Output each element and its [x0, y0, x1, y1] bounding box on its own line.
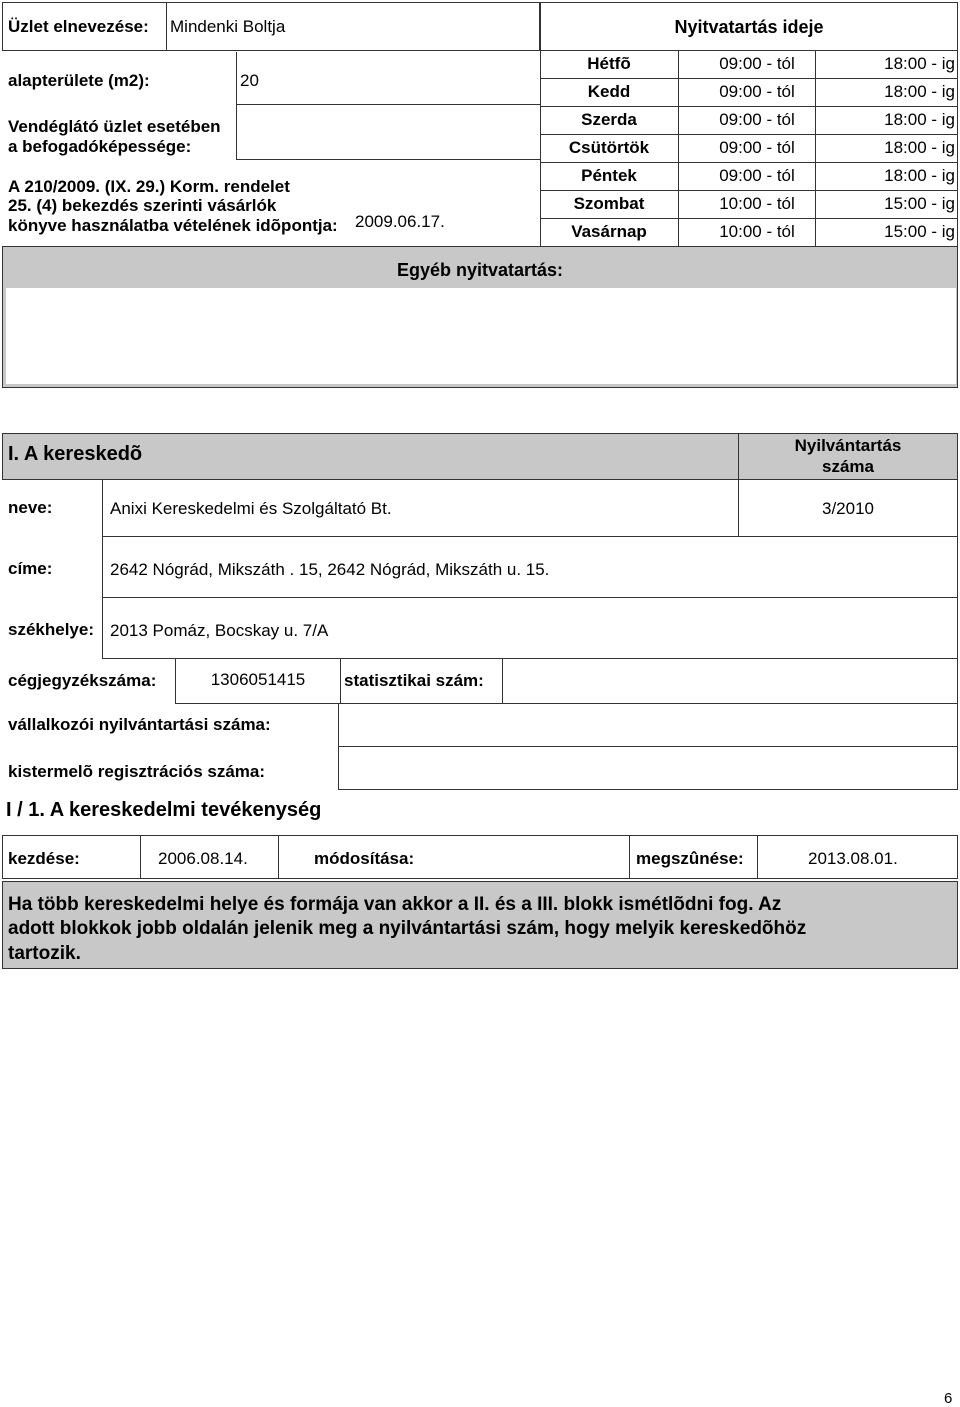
note-line-3: tartozik. [8, 943, 81, 964]
area-label: alapterülete (m2): [8, 71, 150, 90]
note-line-1: Ha több kereskedelmi helye és formája van akkor a II. és a III. blokk ismétlõdni fog. Az [8, 894, 782, 915]
opening-hours-from: 09:00 - tól [719, 110, 795, 129]
opening-hours-to: 18:00 - ig [884, 166, 955, 185]
producer-value-cell [338, 746, 958, 790]
opening-hours-from: 09:00 - tól [719, 166, 795, 185]
shop-name-value: Mindenki Boltja [170, 17, 286, 36]
decree-label-line2: 25. (4) bekezdés szerinti vásárlók [8, 196, 277, 215]
opening-hours-title: Nyitvatartás ideje [674, 17, 824, 37]
end-value: 2013.08.01. [808, 849, 898, 868]
capacity-label-line2: a befogadóképessége: [8, 137, 192, 156]
registry-number-value: 3/2010 [822, 499, 874, 518]
modify-label: módosítása: [314, 849, 415, 868]
opening-hours-row [541, 134, 957, 162]
activity-section-title: I / 1. A kereskedelmi tevékenység [6, 799, 322, 821]
end-label: megszûnése: [636, 849, 744, 868]
registry-header-line2: száma [822, 457, 874, 476]
decree-label-line3: könyve használatba vételének idõpontja: [8, 216, 338, 235]
company-reg-label: cégjegyzékszáma: [8, 671, 157, 690]
opening-hours-to: 15:00 - ig [884, 194, 955, 213]
opening-hours-day: Szerda [581, 110, 637, 129]
entrepreneur-label: vállalkozói nyilvántartási száma: [8, 715, 271, 734]
name-label: neve: [8, 498, 53, 517]
start-label: kezdése: [8, 849, 80, 868]
address-label: címe: [8, 559, 53, 578]
decree-label-line1: A 210/2009. (IX. 29.) Korm. rendelet [8, 177, 290, 196]
capacity-label-line1: Vendéglátó üzlet esetében [8, 117, 221, 136]
opening-hours-to: 18:00 - ig [884, 110, 955, 129]
stat-label: statisztikai szám: [344, 671, 484, 690]
other-hours-label: Egyéb nyitvatartás: [396, 260, 564, 280]
name-value: Anixi Kereskedelmi és Szolgáltató Bt. [110, 499, 392, 518]
opening-hours-row [541, 106, 957, 134]
opening-hours-row [541, 50, 957, 78]
shop-name-label: Üzlet elnevezése: [8, 17, 149, 36]
opening-hours-day: Péntek [581, 166, 637, 185]
opening-hours-row [541, 190, 957, 218]
opening-hours-to: 18:00 - ig [884, 138, 955, 157]
opening-hours-row [541, 162, 957, 190]
decree-date-value: 2009.06.17. [355, 212, 445, 231]
registry-header-line1: Nyilvántartás [794, 436, 902, 455]
page-number: 6 [944, 1390, 953, 1407]
opening-hours-row [541, 78, 957, 106]
entrepreneur-value-cell [338, 703, 958, 747]
area-value: 20 [240, 71, 259, 90]
seat-label: székhelye: [8, 620, 94, 639]
opening-hours-from: 10:00 - tól [719, 222, 795, 241]
stat-value-cell [502, 658, 958, 704]
opening-hours-to: 18:00 - ig [884, 54, 955, 73]
opening-hours-row [541, 218, 957, 246]
opening-hours-day: Hétfõ [587, 54, 631, 73]
producer-label: kistermelõ regisztrációs száma: [8, 762, 266, 781]
opening-hours-from: 09:00 - tól [719, 82, 795, 101]
note-line-2: adott blokkok jobb oldalán jelenik meg a nyilvántartási szám, hogy melyik kereskedõhöz [8, 918, 807, 939]
opening-hours-from: 09:00 - tól [719, 138, 795, 157]
opening-hours-to: 15:00 - ig [884, 222, 955, 241]
opening-hours-to: 18:00 - ig [884, 82, 955, 101]
merchant-section-title: I. A kereskedõ [8, 443, 143, 465]
opening-hours-from: 10:00 - tól [719, 194, 795, 213]
opening-hours-day: Csütörtök [568, 138, 650, 157]
seat-value: 2013 Pomáz, Bocskay u. 7/A [110, 621, 329, 640]
opening-hours-from: 09:00 - tól [719, 54, 795, 73]
opening-hours-day: Szombat [573, 194, 645, 213]
company-reg-value: 1306051415 [210, 670, 306, 689]
other-hours-field [6, 288, 956, 384]
opening-hours-day: Kedd [587, 82, 631, 101]
start-value: 2006.08.14. [158, 849, 248, 868]
opening-hours-day: Vasárnap [571, 222, 647, 241]
address-value: 2642 Nógrád, Mikszáth . 15, 2642 Nógrád, Mikszáth u. 15. [110, 560, 550, 579]
